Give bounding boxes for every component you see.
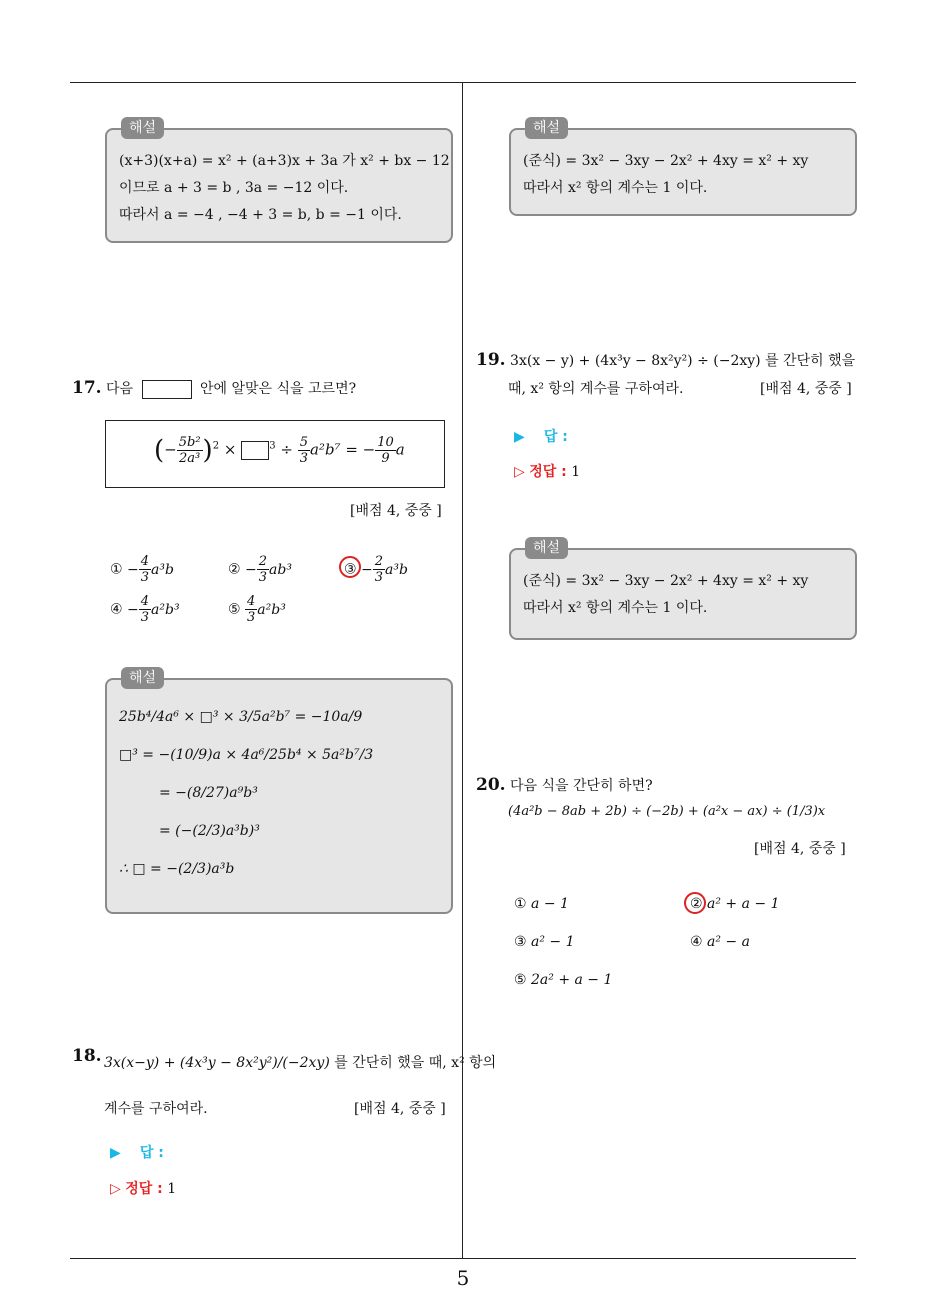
solution-tag: 해설 xyxy=(121,117,164,139)
question-number: 17. xyxy=(72,378,102,398)
correct-value: 1 xyxy=(167,1181,177,1197)
correct-value: 1 xyxy=(571,464,581,480)
page-number: 5 xyxy=(456,1266,470,1290)
answer-blank xyxy=(142,380,192,399)
choice-4[interactable] xyxy=(690,934,750,950)
choice-mark: ② xyxy=(690,896,703,912)
question-18-text-2: 계수를 구하여라. xyxy=(104,1101,208,1117)
solution-line: = (−(2/3)a³b)³ xyxy=(159,823,260,839)
solution-line: 따라서 a = −4 , −4 + 3 = b, b = −1 이다. xyxy=(119,207,402,223)
choice-mark: ② xyxy=(228,561,241,578)
score-note: [배점 4, 중중 ] xyxy=(754,841,846,857)
choice-expr: a² − a xyxy=(707,934,750,950)
hollow-arrow-icon: ▷ xyxy=(514,464,525,480)
question-19-header xyxy=(476,350,855,370)
question-text: 다음 xyxy=(106,381,134,397)
correct-label: 정답 : xyxy=(529,464,567,480)
choice-5[interactable] xyxy=(514,972,612,988)
solution-line: 따라서 x² 항의 계수는 1 이다. xyxy=(523,180,708,196)
choice-1[interactable] xyxy=(514,896,569,912)
choice-mark: ③ xyxy=(514,934,527,950)
selected-answer-circle xyxy=(339,556,361,578)
play-arrow-icon: ▶ xyxy=(110,1145,121,1161)
choice-expr: a − 1 xyxy=(531,896,569,912)
correct-answer-row xyxy=(514,461,580,481)
question-18-header xyxy=(72,1046,102,1066)
choice-mark: ① xyxy=(110,561,123,578)
play-arrow-icon: ▶ xyxy=(514,429,525,445)
solution-line: = −(8/27)a⁹b³ xyxy=(159,785,258,801)
answer-row[interactable] xyxy=(514,426,568,446)
choice-4[interactable]: ④ − $\frac{4}{3}$ a²b³ xyxy=(110,594,180,625)
question-18-text xyxy=(104,1052,496,1072)
formula: (− $\frac{\text{5b²}}{\text{2a³}}$ )$^2$ × $^3$ ÷ $\frac{5}{3}$ a²b⁷ = − $\frac{10}{9}$ a xyxy=(154,435,405,466)
solution-line: (x+3)(x+a) = x² + (a+3)x + 3a 가 x² + bx − 12 xyxy=(119,153,450,169)
answer-label: 답 : xyxy=(139,1145,164,1161)
solution-line: 이므로 a + 3 = b , 3a = −12 이다. xyxy=(119,180,349,196)
score-note: [배점 4, 중중 ] xyxy=(760,381,852,397)
solution-box-19 xyxy=(509,540,857,640)
solution-line: □³ = −(10/9)a × 4a⁶/25b⁴ × 5a²b⁷/3 xyxy=(119,747,374,763)
column-divider xyxy=(462,82,463,1258)
choice-2[interactable]: ② − $\frac{2}{3}$ ab³ xyxy=(228,554,292,585)
choice-expr: a² − 1 xyxy=(531,934,575,950)
question-20-header xyxy=(476,775,653,795)
bottom-rule xyxy=(70,1258,856,1259)
choice-mark: ④ xyxy=(690,934,703,950)
choice-expr: a² + a − 1 xyxy=(707,896,780,912)
solution-tag: 해설 xyxy=(121,667,164,689)
solution-line: (준식) = 3x² − 3xy − 2x² + 4xy = x² + xy xyxy=(523,573,809,589)
question-expr: 3x(x−y) + (4x³y − 8x²y²)/(−2xy) xyxy=(104,1055,330,1071)
formula-box xyxy=(105,420,445,488)
question-text: 안에 알맞은 식을 고르면? xyxy=(200,381,357,397)
solution-line: 25b⁴/4a⁶ × □³ × 3/5a²b⁷ = −10a/9 xyxy=(119,709,363,725)
solution-tag: 해설 xyxy=(525,537,568,559)
answer-label: 답 : xyxy=(543,429,568,445)
question-text: 다음 식을 간단히 하면? xyxy=(510,778,653,794)
question-17-header xyxy=(72,378,356,399)
choice-5[interactable]: ⑤ $\frac{4}{3}$ a²b³ xyxy=(228,594,286,625)
choice-1[interactable]: ① − $\frac{4}{3}$ a³b xyxy=(110,554,174,585)
question-number: 19. xyxy=(476,350,506,370)
choice-3[interactable]: ③ − $\frac{2}{3}$ a³b xyxy=(344,554,408,585)
score-note: [배점 4, 중중 ] xyxy=(354,1101,446,1117)
choice-3[interactable] xyxy=(514,934,575,950)
selected-answer-circle xyxy=(684,892,706,914)
choice-mark: ④ xyxy=(110,601,123,618)
answer-blank xyxy=(241,441,269,460)
correct-answer-row xyxy=(110,1178,176,1198)
score-note: [배점 4, 중중 ] xyxy=(350,503,442,519)
hollow-arrow-icon: ▷ xyxy=(110,1181,121,1197)
choice-expr: 2a² + a − 1 xyxy=(531,972,613,988)
solution-line: ∴ □ = −(2/3)a³b xyxy=(119,861,235,877)
choice-mark: ⑤ xyxy=(514,972,527,988)
solution-line: 따라서 x² 항의 계수는 1 이다. xyxy=(523,600,708,616)
choice-mark: ⑤ xyxy=(228,601,241,618)
solution-box-18 xyxy=(509,120,857,216)
solution-box-16 xyxy=(105,120,453,243)
choice-mark: ① xyxy=(514,896,527,912)
choice-mark: ③ xyxy=(344,561,357,578)
top-rule xyxy=(70,82,856,83)
question-text: 3x(x − y) + (4x³y − 8x²y²) ÷ (−2xy) 를 간단히 했을 xyxy=(510,353,856,369)
correct-label: 정답 : xyxy=(125,1181,163,1197)
solution-box-17 xyxy=(105,670,453,914)
question-19-text-2: 때, x² 항의 계수를 구하여라. xyxy=(508,381,684,397)
question-number: 18. xyxy=(72,1046,102,1066)
question-20-expr: (4a²b − 8ab + 2b) ÷ (−2b) + (a²x − ax) ÷ (1/3)x xyxy=(508,804,826,819)
solution-tag: 해설 xyxy=(525,117,568,139)
solution-line: (준식) = 3x² − 3xy − 2x² + 4xy = x² + xy xyxy=(523,153,809,169)
question-number: 20. xyxy=(476,775,506,795)
answer-row[interactable] xyxy=(110,1142,164,1162)
question-text: 를 간단히 했을 때, x² 항의 xyxy=(334,1055,497,1071)
